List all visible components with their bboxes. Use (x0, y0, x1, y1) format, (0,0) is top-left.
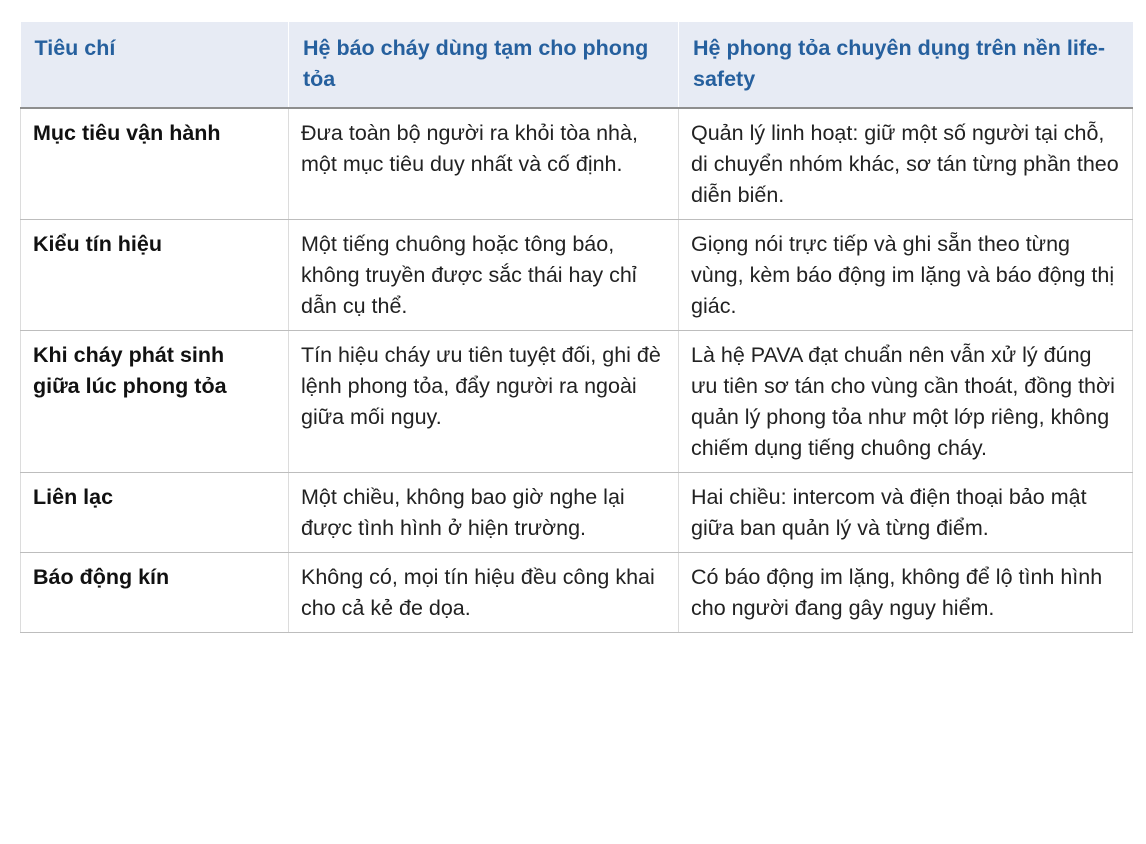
temporary-system-cell: Một tiếng chuông hoặc tông báo, không truyền được sắc thái hay chỉ dẫn cụ thể. (289, 220, 679, 331)
criterion-cell: Mục tiêu vận hành (21, 108, 289, 220)
criterion-cell: Liên lạc (21, 473, 289, 553)
temporary-system-cell: Không có, mọi tín hiệu đều công khai cho cả kẻ đe dọa. (289, 553, 679, 633)
table-body (21, 108, 1133, 633)
table-row (21, 331, 1133, 473)
table-row (21, 553, 1133, 633)
comparison-table-container (20, 22, 1132, 633)
table-header (21, 22, 1133, 108)
table-row (21, 473, 1133, 553)
table-row (21, 220, 1133, 331)
dedicated-system-cell: Có báo động im lặng, không để lộ tình hình cho người đang gây nguy hiểm. (679, 553, 1133, 633)
table-row (21, 108, 1133, 220)
header-temporary-system: Hệ báo cháy dùng tạm cho phong tỏa (289, 22, 679, 108)
header-dedicated-system: Hệ phong tỏa chuyên dụng trên nền life-safety (679, 22, 1133, 108)
dedicated-system-cell: Giọng nói trực tiếp và ghi sẵn theo từng vùng, kèm báo động im lặng và báo động thị giác. (679, 220, 1133, 331)
temporary-system-cell: Một chiều, không bao giờ nghe lại được tình hình ở hiện trường. (289, 473, 679, 553)
temporary-system-cell: Đưa toàn bộ người ra khỏi tòa nhà, một mục tiêu duy nhất và cố định. (289, 108, 679, 220)
comparison-table (20, 22, 1133, 633)
criterion-cell: Báo động kín (21, 553, 289, 633)
criterion-cell: Khi cháy phát sinh giữa lúc phong tỏa (21, 331, 289, 473)
header-row (21, 22, 1133, 108)
dedicated-system-cell: Quản lý linh hoạt: giữ một số người tại chỗ, di chuyển nhóm khác, sơ tán từng phần theo diễn biến. (679, 108, 1133, 220)
dedicated-system-cell: Hai chiều: intercom và điện thoại bảo mật giữa ban quản lý và từng điểm. (679, 473, 1133, 553)
temporary-system-cell: Tín hiệu cháy ưu tiên tuyệt đối, ghi đè lệnh phong tỏa, đẩy người ra ngoài giữa mối nguy. (289, 331, 679, 473)
criterion-cell: Kiểu tín hiệu (21, 220, 289, 331)
dedicated-system-cell: Là hệ PAVA đạt chuẩn nên vẫn xử lý đúng ưu tiên sơ tán cho vùng cần thoát, đồng thời quản lý phong tỏa như một lớp riêng, không chiếm dụng tiếng chuông cháy. (679, 331, 1133, 473)
header-criterion: Tiêu chí (21, 22, 289, 108)
